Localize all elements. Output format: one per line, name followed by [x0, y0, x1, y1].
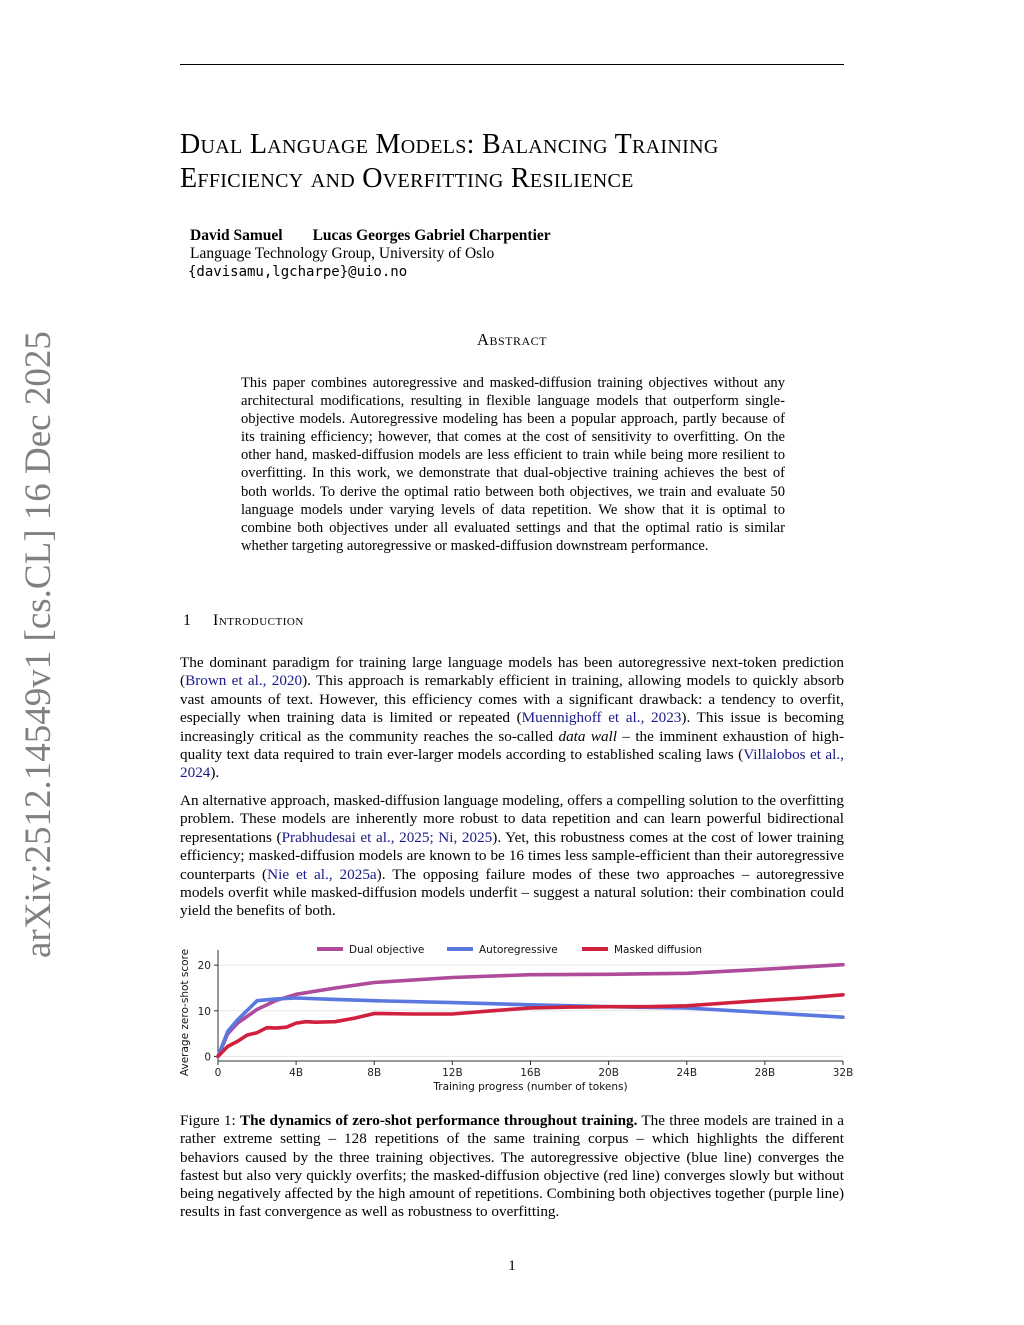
author-1: David Samuel [190, 227, 283, 244]
text-run: ). The opposing failure modes of these two approaches – autoregressive models overfit while masked-diffusion models underfit – suggest a natural solution: their combination could yield the benefits of both. [180, 865, 845, 920]
caption-bold: The dynamics of zero-shot performance throughout training. [239, 1112, 638, 1129]
text-run: – the imminent exhaustion of high-quality text data required to train ever-larger models according to established scaling laws ( [180, 727, 844, 764]
abstract-heading: Abstract [477, 330, 547, 349]
line-chart [175, 938, 854, 1098]
legend-label-autoregressive: Autoregressive [479, 944, 558, 956]
citation-villalobos-2024[interactable]: Villalobos et al., 2024 [180, 746, 844, 782]
text-run: ). Yet, this robustness comes at the cost of lower training efficiency; masked-diffusion models are known to be 16 times less sample-efficient than their autoregressive counterparts ( [180, 828, 845, 883]
citation-brown-2020[interactable]: Brown et al., 2020 [185, 672, 303, 690]
text-run: ). This issue is becoming increasingly critical as the community reaches the so-called [180, 709, 844, 745]
x-tick-label: 8B [367, 1067, 382, 1079]
legend-label-dual-objective: Dual objective [349, 944, 425, 956]
title-line-2: Efficiency and Overfitting Resilience [180, 163, 634, 194]
x-tick-label: 20B [598, 1067, 619, 1079]
text-run: ). [210, 764, 220, 782]
x-tick-label: 32B [832, 1067, 854, 1079]
author-email: {davisamu,lgcharpe}@uio.no [188, 264, 408, 280]
section-title: Introduction [213, 612, 304, 629]
intro-paragraph-1 [180, 654, 844, 783]
author-2: Lucas Georges Gabriel Charpentier [312, 227, 551, 244]
x-axis-label: Training progress (number of tokens) [433, 1081, 628, 1093]
section-number: 1 [183, 612, 191, 629]
paper-title [180, 128, 860, 196]
x-tick-label: 12B [442, 1067, 463, 1079]
figure-1-chart [175, 938, 854, 1098]
author-list [190, 227, 551, 245]
abstract-text: This paper combines autoregressive and masked-diffusion training objectives without any architectural modifications, resulting in flexible language models that outperform single-objective models. Autoregressive modeling has been a popular approach, partly because of its training efficiency; however, that comes at the cost of sensitivity to overfitting. On the other hand, masked-diffusion models are less efficient to train while being more resilient to overfitting. In this work, we demonstrate that dual-objective training achieves the best of both worlds. To derive the optimal ratio between both objectives, we train and evaluate 50 language models under varying levels of data repetition. We show that it is optimal to combine both objectives under all evaluated settings and that the optimal ratio is similar whether targeting autoregressive or masked-diffusion downstream performance. [241, 375, 785, 554]
text-run: ). This approach is remarkably efficient in training, allowing models to quickly absorb vast amounts of text. However, this efficiency comes with a significant drawback: a tendency to overfit, especially when training data is limited or repeated ( [180, 672, 844, 727]
y-axis-label: Average zero-shot score [179, 948, 191, 1077]
legend-label-masked-diffusion: Masked diffusion [614, 944, 703, 956]
y-tick-label: 0 [204, 1051, 211, 1064]
y-tick-label: 10 [197, 1005, 211, 1018]
title-line-1: Dual Language Models: Balancing Training [180, 129, 719, 160]
x-tick-label: 24B [676, 1067, 698, 1079]
text-run: An alternative approach, masked-diffusion language modeling, offers a compelling solution to the overfitting problem. These models are inherently more robust to data repetition and can learn powerful bidirectional representations ( [180, 792, 844, 846]
page-number: 1 [508, 1258, 516, 1274]
intro-paragraph-2 [180, 792, 844, 921]
x-tick-label: 0 [214, 1067, 222, 1079]
x-tick-label: 28B [754, 1067, 776, 1079]
y-tick-label: 20 [197, 960, 211, 973]
citation-nie-2025a[interactable]: Nie et al., 2025a [267, 865, 377, 883]
arxiv-identifier: arXiv:2512.14549v1 [cs.CL] 16 Dec 2025 [18, 331, 59, 958]
x-tick-label: 4B [289, 1067, 304, 1079]
citation-prabhudesai-ni-2025[interactable]: Prabhudesai et al., 2025; Ni, 2025 [281, 828, 493, 846]
top-rule [180, 64, 844, 65]
citation-muennighoff-2023[interactable]: Muennighoff et al., 2023 [521, 709, 682, 727]
x-tick-label: 16B [520, 1067, 541, 1079]
section-heading-introduction [183, 612, 304, 630]
caption-label: Figure 1: [180, 1112, 240, 1129]
text-run: The dominant paradigm for training large language models has been autoregressive next-token prediction ( [180, 654, 844, 690]
caption-text: The three models are trained in a rather extreme setting – 128 repetitions of the same training corpus – which highlights the different behaviors caused by the three training objectives. The autoregressive objective (blue line) converges the fastest but also very quickly overfits; the masked-diffusion objective (red line) converges slowly but without being negatively affected by the high amount of repetitions. Combining both objectives together (purple line) results in fast convergence as well as robustness to overfitting. [180, 1112, 845, 1221]
figure-1-caption [180, 1112, 844, 1222]
emphasis-data-wall: data wall [558, 727, 618, 745]
affiliation: Language Technology Group, University of Oslo [190, 245, 495, 262]
